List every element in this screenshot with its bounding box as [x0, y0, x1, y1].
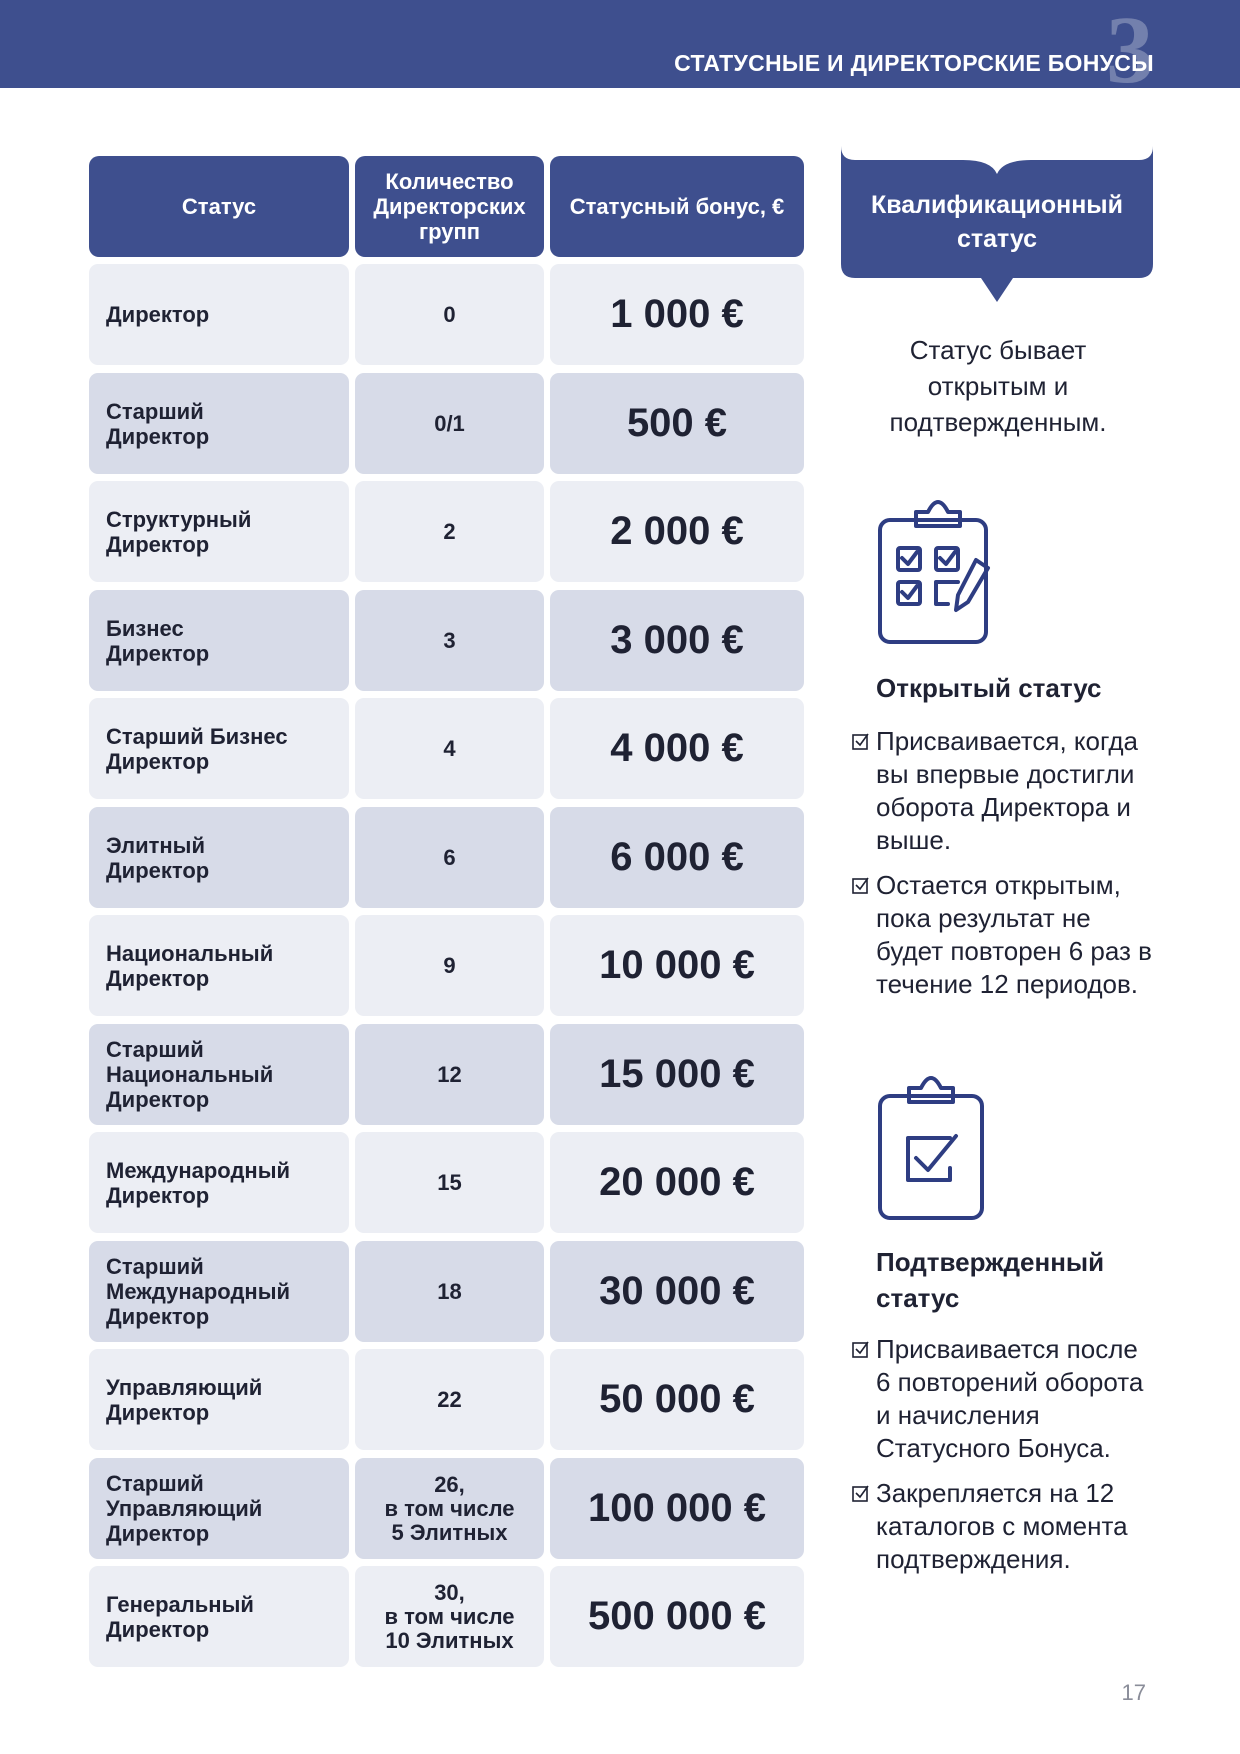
qualification-title: Квалификационный статус [870, 191, 1124, 253]
groups-cell: 30, в том числе 10 Элитных [355, 1566, 544, 1667]
bonus-cell: 30 000 € [550, 1241, 804, 1342]
page-title: СТАТУСНЫЕ И ДИРЕКТОРСКИЕ БОНУСЫ [674, 50, 1154, 76]
checkbox-icon [852, 876, 870, 894]
header-bonus: Статусный бонус, € [550, 156, 804, 257]
header-groups: Количество Директорских групп [355, 156, 544, 257]
bonus-cell: 6 000 € [550, 807, 804, 908]
confirmed-clipboard-icon [876, 1076, 986, 1227]
table-row [89, 698, 804, 799]
page-number: 17 [1121, 1680, 1146, 1705]
checkbox-icon [852, 732, 870, 750]
table-row [89, 481, 804, 582]
status-cell: Национальный Директор [89, 915, 349, 1016]
groups-cell: 15 [355, 1132, 544, 1233]
groups-cell: 0 [355, 264, 544, 365]
table-row [89, 807, 804, 908]
table-row [89, 1024, 804, 1125]
status-cell: Генеральный Директор [89, 1566, 349, 1667]
status-note: Статус бывает открытым и подтвержденным. [889, 335, 1107, 437]
checkbox-icon [852, 1340, 870, 1358]
groups-cell: 2 [355, 481, 544, 582]
qualification-status-banner [841, 146, 1153, 278]
open-status-bullets [852, 725, 1152, 1013]
bonus-cell: 15 000 € [550, 1024, 804, 1125]
checkbox-icon [852, 1484, 870, 1502]
status-cell: Элитный Директор [89, 807, 349, 908]
table-row [89, 1241, 804, 1342]
groups-cell: 0/1 [355, 373, 544, 474]
bonus-cell: 1 000 € [550, 264, 804, 365]
table-row [89, 264, 804, 365]
status-cell: Старший Бизнес Директор [89, 698, 349, 799]
status-cell: Старший Национальный Директор [89, 1024, 349, 1125]
status-cell: Управляющий Директор [89, 1349, 349, 1450]
table-row [89, 1566, 804, 1667]
table-row [89, 590, 804, 691]
bonus-cell: 500 000 € [550, 1566, 804, 1667]
chapter-number: 3 [1106, 0, 1154, 103]
table-row [89, 1458, 804, 1559]
status-cell: Старший Международный Директор [89, 1241, 349, 1342]
bonus-cell: 3 000 € [550, 590, 804, 691]
header-status: Статус [89, 156, 349, 257]
list-item: Присваивается после 6 повторений оборота и начисления Статусного Бонуса. [852, 1333, 1152, 1465]
confirmed-status-title: Подтвержденный статус [876, 1247, 1105, 1313]
list-item: Остается открытым, пока результат не будет повторен 6 раз в течение 12 периодов. [852, 869, 1152, 1001]
groups-cell: 26, в том числе 5 Элитных [355, 1458, 544, 1559]
status-cell: Директор [89, 264, 349, 365]
bonus-cell: 20 000 € [550, 1132, 804, 1233]
table-row [89, 1132, 804, 1233]
bonus-cell: 4 000 € [550, 698, 804, 799]
groups-cell: 9 [355, 915, 544, 1016]
status-cell: Бизнес Директор [89, 590, 349, 691]
groups-cell: 6 [355, 807, 544, 908]
bonus-cell: 500 € [550, 373, 804, 474]
bonus-cell: 10 000 € [550, 915, 804, 1016]
status-cell: Структурный Директор [89, 481, 349, 582]
list-item: Присваивается, когда вы впервые достигли оборота Директора и выше. [852, 725, 1152, 857]
open-status-title: Открытый статус [876, 673, 1102, 703]
status-cell: Старший Управляющий Директор [89, 1458, 349, 1559]
groups-cell: 22 [355, 1349, 544, 1450]
bonus-cell: 100 000 € [550, 1458, 804, 1559]
table-row [89, 1349, 804, 1450]
confirmed-status-bullets [852, 1333, 1152, 1588]
groups-cell: 4 [355, 698, 544, 799]
groups-cell: 18 [355, 1241, 544, 1342]
checklist-clipboard-icon [876, 500, 1002, 651]
bonus-cell: 2 000 € [550, 481, 804, 582]
table-row [89, 915, 804, 1016]
status-cell: Старший Директор [89, 373, 349, 474]
table-row [89, 373, 804, 474]
status-cell: Международный Директор [89, 1132, 349, 1233]
groups-cell: 3 [355, 590, 544, 691]
groups-cell: 12 [355, 1024, 544, 1125]
bonus-cell: 50 000 € [550, 1349, 804, 1450]
list-item: Закрепляется на 12 каталогов с момента подтверждения. [852, 1477, 1152, 1576]
